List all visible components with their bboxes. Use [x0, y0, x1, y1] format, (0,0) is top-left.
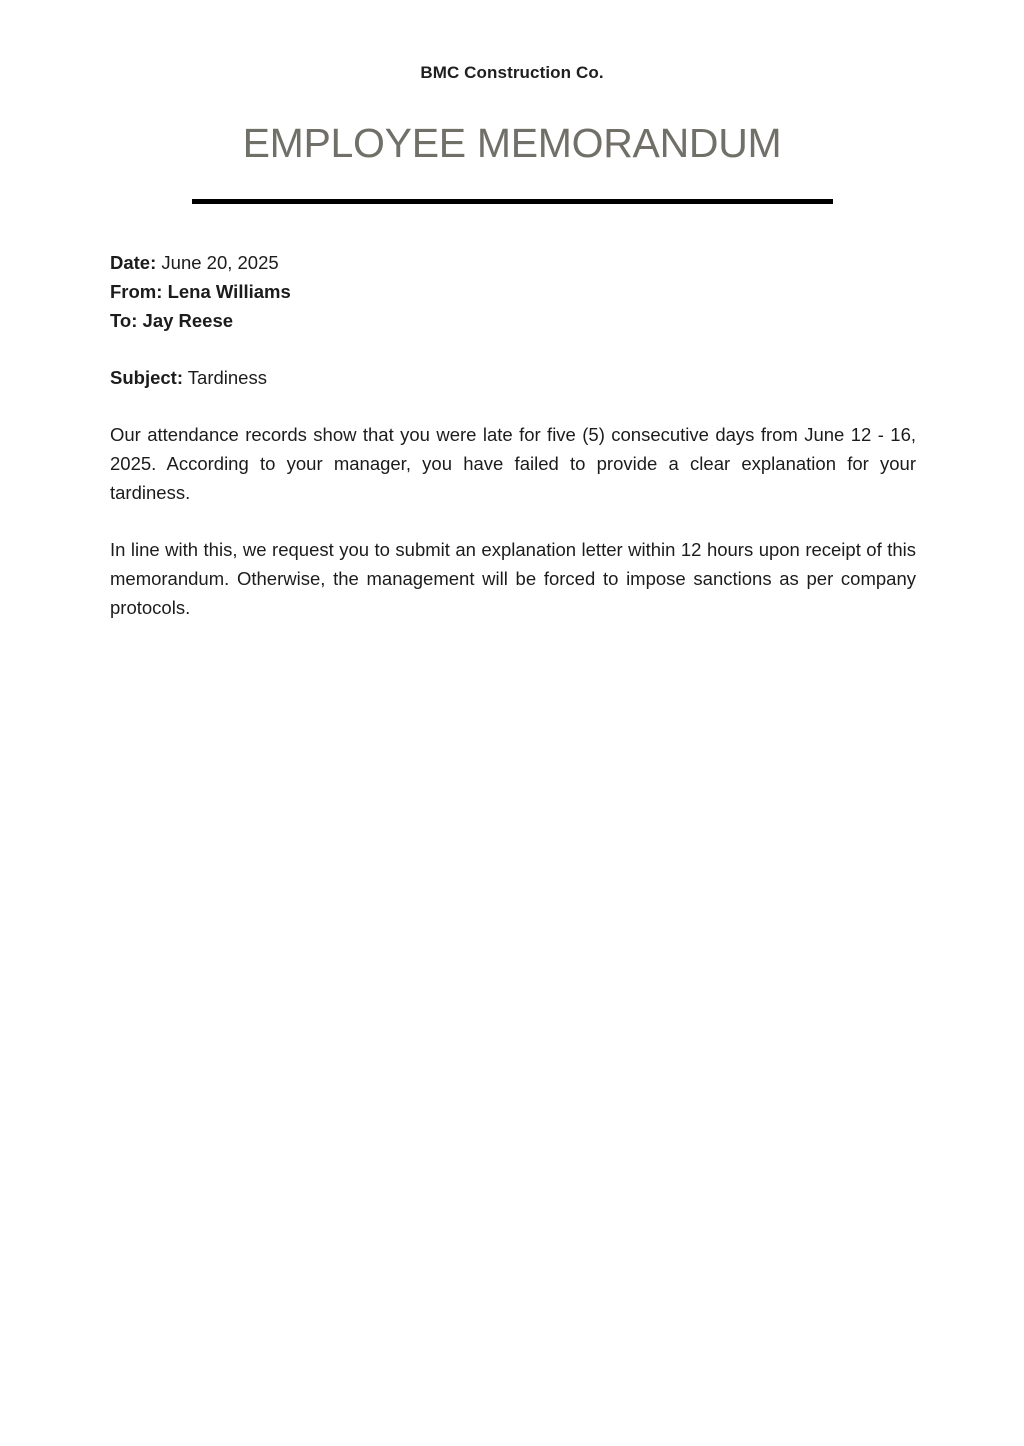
memo-subject-value: Tardiness	[187, 367, 267, 388]
memo-date-line	[110, 248, 916, 277]
memo-to-label: To:	[110, 310, 138, 331]
memo-from-value: Lena Williams	[167, 281, 291, 302]
memo-subject-line	[110, 363, 916, 392]
memo-from-line	[110, 277, 916, 306]
memo-body-paragraph-1: Our attendance records show that you were late for five (5) consecutive days from June 12 - 16, 2025. According to your manager, you have failed to provide a clear explanation for your tardiness.	[110, 424, 916, 503]
memo-from-label: From:	[110, 281, 163, 302]
page-title: EMPLOYEE MEMORANDUM	[242, 120, 782, 166]
memo-date-label: Date:	[110, 252, 157, 273]
memo-to-value: Jay Reese	[142, 310, 234, 331]
memo-content	[110, 248, 916, 622]
document-header	[0, 0, 1024, 204]
memo-to-line	[110, 306, 916, 335]
memo-subject-label: Subject:	[110, 367, 183, 388]
memo-date-value: June 20, 2025	[161, 252, 279, 273]
company-name: BMC Construction Co.	[420, 63, 604, 82]
title-divider	[192, 199, 833, 204]
memo-meta-block	[110, 248, 916, 335]
memo-body-paragraph-2: In line with this, we request you to submit an explanation letter within 12 hours upon receipt of this memorandum. Otherwise, the management will be forced to impose sanctions as per company protocols.	[110, 539, 916, 618]
